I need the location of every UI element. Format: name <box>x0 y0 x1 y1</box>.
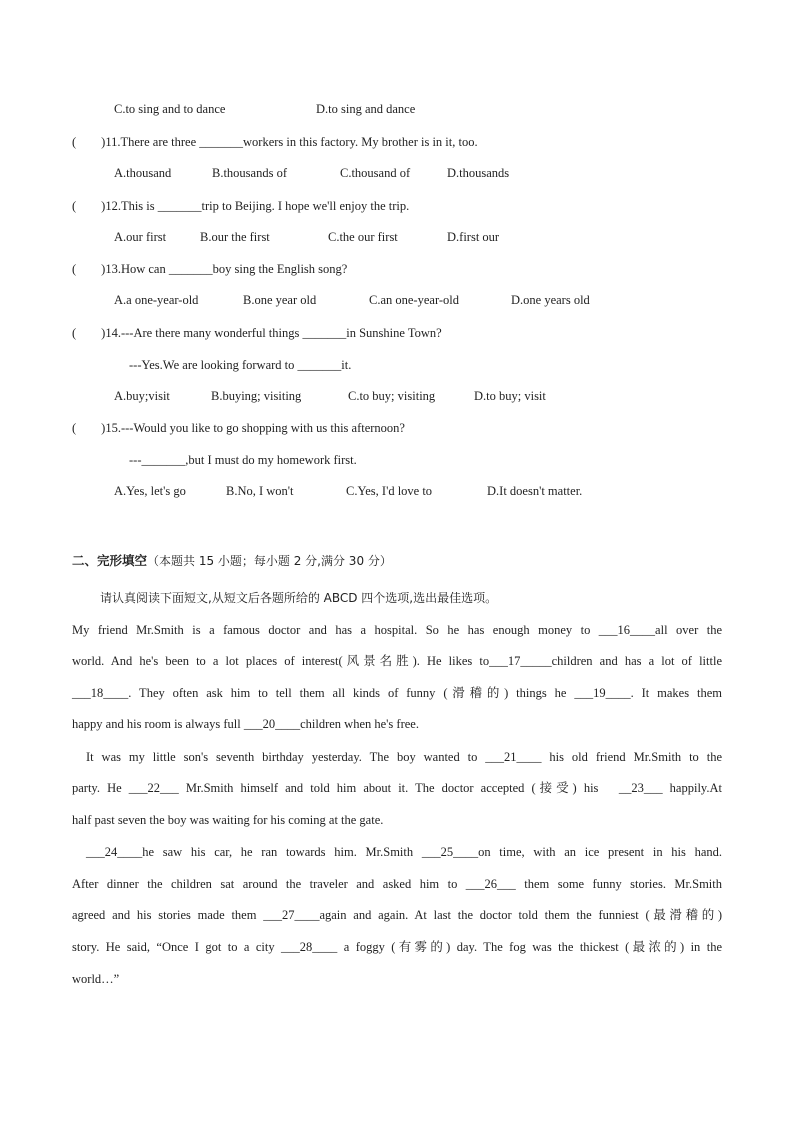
question-number: ( )11. <box>72 135 121 149</box>
section-instruction: 请认真阅读下面短文,从短文后各题所给的 ABCD 四个选项,选出最佳选项。 <box>100 591 498 605</box>
q12-option-b: B.our the first <box>200 230 270 244</box>
section-heading <box>72 553 392 569</box>
passage-line: world. And he's been to a lot places of interest(风景名胜). He likes to___17_____children and has a lot of little <box>72 654 722 668</box>
q10-option-c: C.to sing and to dance <box>114 102 226 116</box>
passage-line: world…” <box>72 972 120 986</box>
question-stem: ---Are there many wonderful things _______in Sunshine Town? <box>120 326 442 340</box>
question-11 <box>72 134 478 150</box>
q14-option-a: A.buy;visit <box>114 389 170 403</box>
q13-option-c: C.an one-year-old <box>369 293 459 307</box>
q15-option-a: A.Yes, let's go <box>114 484 186 498</box>
q14-response: ---Yes.We are looking forward to _______it. <box>129 358 352 372</box>
q11-option-c: C.thousand of <box>340 166 411 180</box>
passage-line: After dinner the children sat around the traveler and asked him to ___26___ them some funny stories. Mr.Smith <box>72 877 722 891</box>
q15-option-c: C.Yes, I'd love to <box>346 484 433 498</box>
passage-line: story. He said, “Once I got to a city ___28____ a foggy (有雾的) day. The fog was the thickest (最浓的) in the <box>72 940 722 954</box>
question-stem: How can _______boy sing the English song? <box>120 262 348 276</box>
question-stem: This is _______trip to Beijing. I hope we'll enjoy the trip. <box>120 199 410 213</box>
question-stem: ---Would you like to go shopping with us this afternoon? <box>120 421 405 435</box>
q11-option-a: A.thousand <box>114 166 172 180</box>
question-15 <box>72 420 405 436</box>
q14-option-d: D.to buy; visit <box>474 389 546 403</box>
passage-line: My friend Mr.Smith is a famous doctor and has a hospital. So he has enough money to ___16____all over the <box>72 623 722 637</box>
passage-line: party. He ___22___ Mr.Smith himself and told him about it. The doctor accepted (接受) his __23___ happily.At <box>72 781 722 795</box>
section-note: （本题共 15 小题；每小题 2 分,满分 30 分） <box>147 554 392 568</box>
q14-option-c: C.to buy; visiting <box>348 389 436 403</box>
q12-option-d: D.first our <box>447 230 500 244</box>
q13-option-d: D.one years old <box>511 293 590 307</box>
q13-option-a: A.a one-year-old <box>114 293 199 307</box>
passage-line: half past seven the boy was waiting for his coming at the gate. <box>72 813 384 827</box>
question-12 <box>72 198 409 214</box>
passage-line: ___24____he saw his car, he ran towards him. Mr.Smith ___25____on time, with an ice present in his hand. <box>86 845 722 859</box>
question-stem: There are three _______workers in this factory. My brother is in it, too. <box>120 135 478 149</box>
passage-line: It was my little son's seventh birthday yesterday. The boy wanted to ___21____ his old friend Mr.Smith to the <box>86 750 722 764</box>
question-number: ( )13. <box>72 262 121 276</box>
q14-option-b: B.buying; visiting <box>211 389 302 403</box>
question-number: ( )15. <box>72 421 121 435</box>
question-number: ( )12. <box>72 199 121 213</box>
question-13 <box>72 261 347 277</box>
q10-option-d: D.to sing and dance <box>316 102 416 116</box>
question-14 <box>72 325 442 341</box>
q12-option-c: C.the our first <box>328 230 398 244</box>
passage-line: agreed and his stories made them ___27____again and again. At last the doctor told them the funniest (最滑稽的) <box>72 908 722 922</box>
q15-option-d: D.It doesn't matter. <box>487 484 583 498</box>
passage-line: happy and his room is always full ___20____children when he's free. <box>72 717 419 731</box>
q11-option-d: D.thousands <box>447 166 510 180</box>
q13-option-b: B.one year old <box>243 293 317 307</box>
question-number: ( )14. <box>72 326 121 340</box>
section-title: 二、完形填空 <box>72 553 148 568</box>
passage-line: ___18____. They often ask him to tell them all kinds of funny (滑稽的) things he ___19____. It makes them <box>72 686 722 700</box>
q15-response: ---_______,but I must do my homework first. <box>129 453 357 467</box>
q15-option-b: B.No, I won't <box>226 484 294 498</box>
q11-option-b: B.thousands of <box>212 166 287 180</box>
q12-option-a: A.our first <box>114 230 167 244</box>
